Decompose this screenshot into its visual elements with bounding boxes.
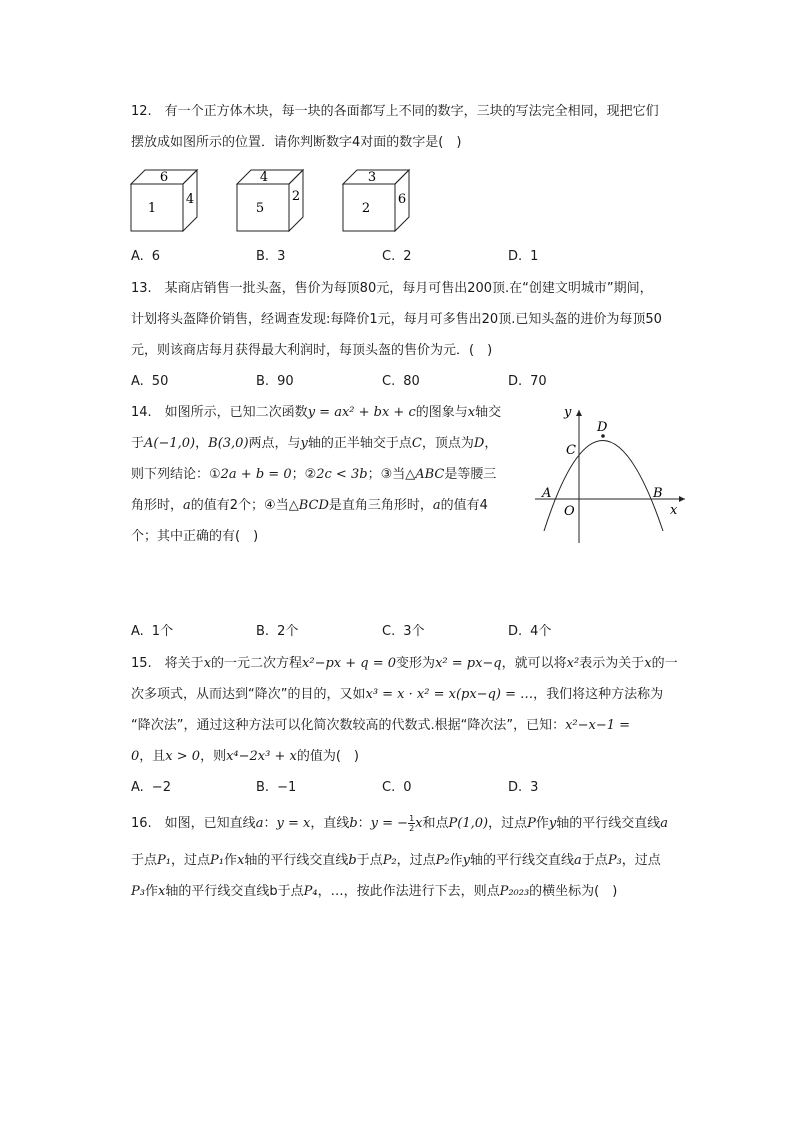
q15-line3: “降次法”，通过这种方法可以化简次数较高的代数式.根据“降次法”，已知：x²−x−1 =	[131, 718, 631, 733]
fraction-one-half: $\frac{1}{2}$	[409, 814, 415, 833]
q12-option-a[interactable]: A. 6	[131, 249, 161, 264]
cube2-top: 4	[259, 170, 269, 185]
q14-option-b[interactable]: B. 2个	[256, 624, 299, 639]
q14-line2: 于A(−1,0)，B(3,0)两点，与y轴的正半轴交于点C，顶点为D，	[131, 436, 498, 451]
parabola-graph	[530, 398, 695, 552]
cube2-side: 2	[291, 189, 301, 204]
q15-option-a[interactable]: A. −2	[131, 780, 171, 795]
label-x: x	[670, 503, 678, 518]
q13-options	[131, 372, 691, 392]
q16-line1: 16. 如图，已知直线a：y = x，直线b：y = − $\frac{1}{2}$ x和点P(1,0)，过点P作y轴的平行线交直线a	[131, 814, 669, 833]
q13-option-d[interactable]: D. 70	[508, 374, 547, 389]
cube-figure-1	[130, 166, 200, 234]
q15-line2: 次多项式，从而达到“降次”的目的，又如x³ = x · x² = x(px−q) = …，我们将这种方法称为	[131, 687, 664, 702]
q13-option-b[interactable]: B. 90	[256, 374, 294, 389]
q12-option-d[interactable]: D. 1	[508, 249, 539, 264]
q12-options	[131, 247, 691, 267]
cube1-top: 6	[159, 170, 169, 185]
label-y: y	[564, 405, 572, 420]
cube-figure-2	[236, 166, 306, 234]
q14-line3: 则下列结论：①2a + b = 0；②2c < 3b；③当△ABC是等腰三	[131, 467, 497, 482]
label-o: O	[564, 504, 575, 519]
label-b: B	[653, 486, 663, 501]
cube1-side: 4	[185, 192, 195, 207]
q12-option-b[interactable]: B. 3	[256, 249, 286, 264]
q15-option-d[interactable]: D. 3	[508, 780, 539, 795]
q13-option-c[interactable]: C. 80	[382, 374, 420, 389]
q15-options	[131, 778, 691, 798]
q14-expr-quadratic: y = ax² + bx + c	[307, 405, 416, 420]
parabola-curve	[544, 441, 663, 532]
cube1-front: 1	[147, 201, 157, 216]
q15-line4: 0，且x > 0，则x⁴−2x³ + x的值为( )	[131, 749, 359, 764]
q13-line3: 元，则该商店每月获得最大利润时，每顶头盔的售价为元．( )	[131, 343, 493, 358]
cube3-top: 3	[367, 170, 377, 185]
q14-option-d[interactable]: D. 4个	[508, 624, 552, 639]
q12-line2: 摆放成如图所示的位置．请你判断数字4对面的数字是( )	[131, 135, 462, 150]
label-c: C	[566, 443, 576, 458]
q15-option-b[interactable]: B. −1	[256, 780, 297, 795]
label-d: D	[597, 420, 608, 435]
q13-line2: 计划将头盔降价销售，经调查发现:每降价1元，每月可多售出20顶.已知头盔的进价为每顶50	[131, 312, 662, 327]
q15-line1: 15. 将关于x的一元二次方程x²−px + q = 0变形为x² = px−q，就可以将x²表示为关于x的一	[131, 656, 678, 671]
q14-option-c[interactable]: C. 3个	[382, 624, 425, 639]
q12-line1: 12. 有一个正方体木块，每一块的各面都写上不同的数字，三块的写法完全相同，现把它们	[131, 104, 659, 119]
q13-line1: 13. 某商店销售一批头盔，售价为每顶80元，每月可售出200顶.在“创建文明城市”期间，	[131, 281, 653, 296]
q14-line1: 14. 如图所示，已知二次函数y = ax² + bx + c的图象与x轴交	[131, 405, 502, 420]
q14-line4: 角形时，a的值有2个；④当△BCD是直角三角形时，a的值有4	[131, 498, 488, 513]
q14-options	[131, 622, 691, 642]
q14-option-a[interactable]: A. 1个	[131, 624, 174, 639]
q13-option-a[interactable]: A. 50	[131, 374, 169, 389]
label-a: A	[542, 486, 552, 501]
q14-line5: 个；其中正确的有( )	[131, 529, 259, 544]
cube2-front: 5	[255, 201, 265, 216]
q16-line3: P₃作x轴的平行线交直线b于点P₄，…，按此作法进行下去，则点P₂₀₂₃的横坐标为( )	[131, 884, 618, 899]
q15-option-c[interactable]: C. 0	[382, 780, 412, 795]
cube3-front: 2	[361, 201, 371, 216]
cube3-side: 6	[397, 192, 407, 207]
q16-line2: 于点P₁，过点P₁作x轴的平行线交直线b于点P₂，过点P₂作y轴的平行线交直线a于点P₃，过点	[131, 853, 661, 868]
q12-option-c[interactable]: C. 2	[382, 249, 412, 264]
cube-figure-3	[342, 166, 412, 234]
